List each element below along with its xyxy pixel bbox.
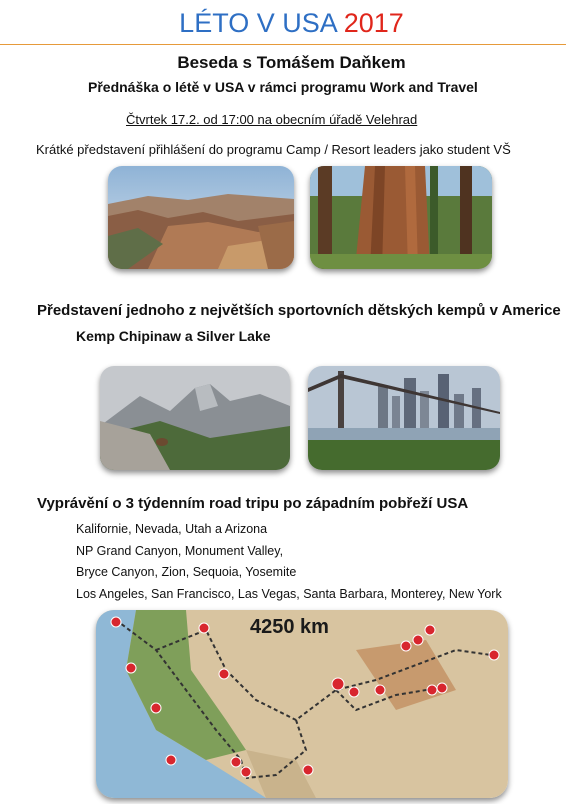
yosemite-photo (100, 366, 290, 470)
sequoia-photo (310, 166, 492, 269)
title-main: LÉTO V USA (179, 8, 344, 38)
title-year: 2017 (343, 8, 404, 38)
list-item: Kalifornie, Nevada, Utah a Arizona (76, 522, 268, 536)
roadtrip-places-list (76, 519, 502, 605)
event-intro: Krátké představení přihlášení do programu Camp / Resort leaders jako student VŠ (36, 142, 511, 157)
route-map (96, 610, 508, 798)
new-york-photo (308, 366, 500, 470)
header-divider (0, 44, 566, 45)
event-subtitle: Přednáška o létě v USA v rámci programu Work and Travel (88, 79, 478, 95)
camp-names: Kemp Chipinaw a Silver Lake (76, 328, 271, 344)
camp-heading: Představení jednoho z největších sportovních dětských kempů v Americe (37, 302, 561, 319)
list-item: NP Grand Canyon, Monument Valley, (76, 543, 284, 558)
list-item: Bryce Canyon, Zion, Sequoia, Yosemite (76, 565, 297, 579)
roadtrip-heading: Vyprávění o 3 týdenním road tripu po západním pobřeží USA (37, 495, 469, 512)
event-date: Čtvrtek 17.2. od 17:00 na obecním úřadě Velehrad (126, 112, 418, 127)
event-headline: Beseda s Tomášem Daňkem (177, 53, 406, 72)
grand-canyon-photo (108, 166, 294, 269)
route-distance: 4250 km (250, 616, 329, 638)
page-title (0, 6, 583, 40)
list-item: Los Angeles, San Francisco, Las Vegas, Santa Barbara, Monterey, New York (76, 586, 502, 601)
